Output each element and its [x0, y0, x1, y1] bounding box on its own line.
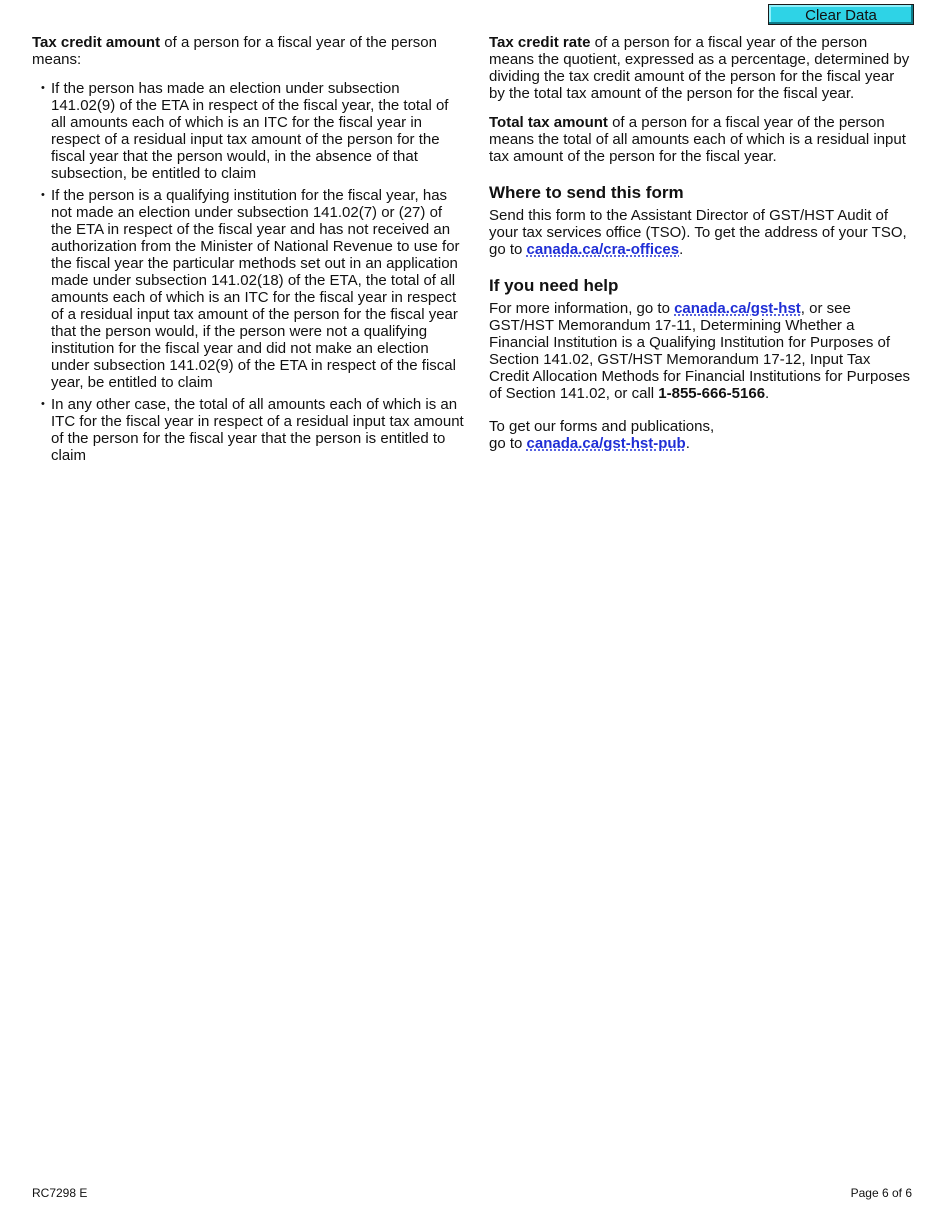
tax-credit-amount-text: of a person for a fiscal year of the person means: — [32, 34, 437, 68]
list-item — [32, 80, 464, 182]
help-text: For more information, go to canada.ca/gst-hst, or see GST/HST Memorandum 17-11, Determining Whether a Financial Institution is a Qualifying Institution for Purposes of Section 141.02, GST/HST Memorandum 17-12, Input Tax Credit Allocation Methods for Financial Institutions for Purposes of Section 141.02, or call 1-855-666-5166. — [489, 300, 911, 402]
bullet-text: If the person is a qualifying institution for the fiscal year, has not made an election under subsection 141.02(7) or (27) of the ETA in respect of the fiscal year and has not received an authorization from the Minister of National Revenue to use for the fiscal year the particular methods set out in an application made under subsection 141.02(18) of the ETA, the total of all amounts each of which is an ITC for the fiscal year in respect of a residual input tax amount of the person for the fiscal year that the person would, if the person were not a qualifying institution for the fiscal year and did not make an election under subsection 141.02(9) of the ETA in respect of the fiscal year, be entitled to claim — [51, 187, 460, 391]
forms-text-line2: go to — [489, 435, 527, 452]
bullet-icon: • — [41, 398, 45, 410]
total-tax-amount-text: of a person for a fiscal year of the person means the total of all amounts each of which is a residual input tax amount of the person for the fiscal year. — [489, 114, 906, 165]
send-text: Send this form to the Assistant Director of GST/HST Audit of your tax services office (TSO). To get the address of your TSO, go to — [489, 207, 907, 258]
tax-credit-amount-term: Tax credit amount — [32, 34, 161, 51]
tax-credit-rate-definition — [489, 34, 914, 102]
clear-data-button[interactable]: Clear Data — [768, 4, 914, 25]
form-code: RC7298 E — [32, 1186, 88, 1200]
help-text-part2: , or see GST/HST Memorandum 17-11, Determining Whether a Financial Institution is a Qualifying Institution for Purposes of Section 141.02, GST/HST Memorandum 17-12, Input Tax Credit Allocation Methods for Financial Institutions for Purposes of Section 141.02, or call — [489, 300, 911, 402]
list-item — [32, 396, 464, 464]
bullet-icon: • — [41, 189, 45, 201]
help-text-part1: For more information, go to — [489, 300, 675, 317]
right-column — [489, 34, 914, 462]
where-to-send-heading: Where to send this form — [489, 183, 684, 202]
forms-text-line1: To get our forms and publications, — [489, 418, 715, 435]
page-number: Page 6 of 6 — [850, 1186, 912, 1200]
tax-credit-rate-text: of a person for a fiscal year of the person means the quotient, expressed as a percentage, determined by dividing the tax credit amount of the person for the fiscal year by the total tax amount of the person for the fiscal year. — [489, 34, 910, 102]
left-column — [32, 34, 464, 469]
bullet-icon: • — [41, 82, 45, 94]
list-item — [32, 187, 464, 391]
gst-hst-pub-link[interactable]: canada.ca/gst-hst-pub — [526, 435, 686, 452]
forms-text: To get our forms and publications, go to canada.ca/gst-hst-pub. — [489, 418, 715, 452]
where-to-send-text: Send this form to the Assistant Director of GST/HST Audit of your tax services office (TSO). To get the address of your TSO, go to canada.ca/cra-offices. — [489, 207, 907, 258]
bullet-text: If the person has made an election under subsection 141.02(9) of the ETA in respect of the fiscal year, the total of all amounts each of which is an ITC for the fiscal year in respect of a residual input tax amount of the person for the fiscal year that the person would, in the absence of that subsection, be entitled to claim — [51, 80, 449, 182]
tax-credit-rate-term: Tax credit rate — [489, 34, 591, 51]
tax-credit-amount-definition — [32, 34, 464, 68]
total-tax-amount-definition — [489, 114, 914, 165]
help-phone: 1-855-666-5166 — [658, 385, 766, 402]
cra-offices-link[interactable]: canada.ca/cra-offices — [526, 241, 680, 258]
definition-bullet-list — [32, 80, 464, 464]
total-tax-amount-term: Total tax amount — [489, 114, 608, 131]
help-heading: If you need help — [489, 276, 619, 295]
gst-hst-link[interactable]: canada.ca/gst-hst — [674, 300, 801, 317]
bullet-text: In any other case, the total of all amounts each of which is an ITC for the fiscal year in respect of a residual input tax amount of the person for the fiscal year that the person is entitled to claim — [51, 396, 464, 464]
